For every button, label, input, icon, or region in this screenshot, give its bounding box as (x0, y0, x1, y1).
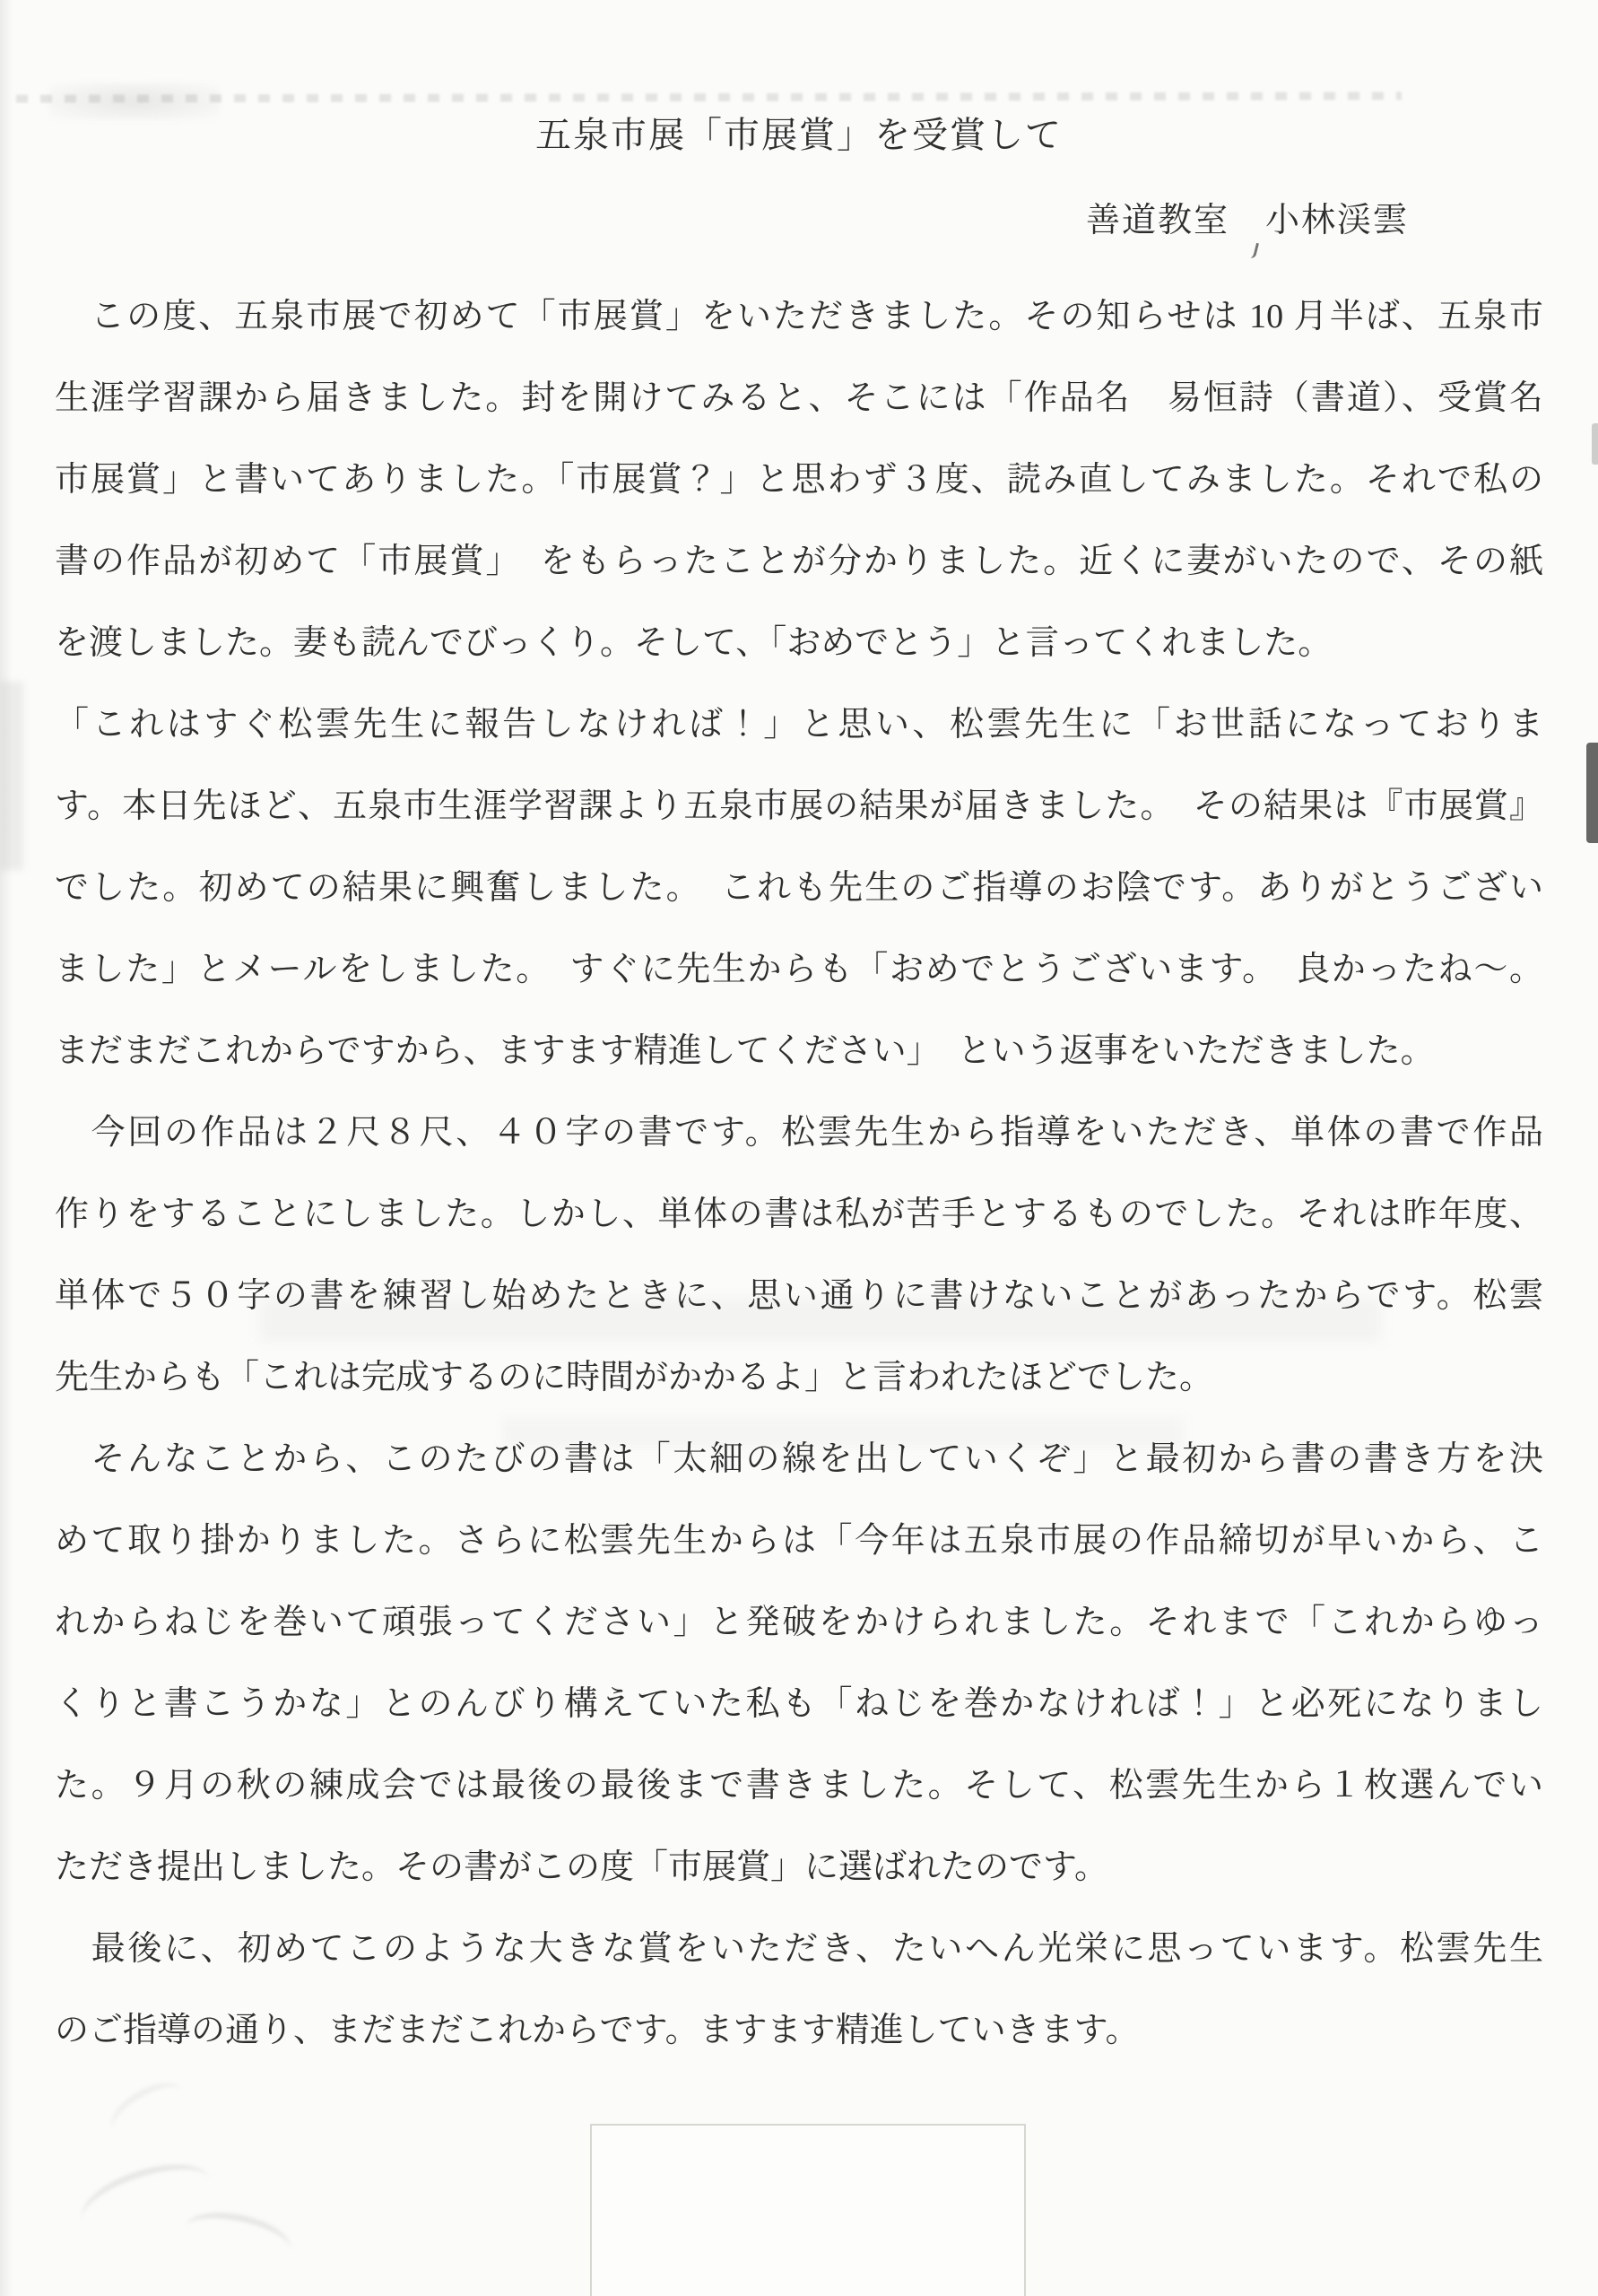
text-line: この度、五泉市展で初めて「市展賞」をいただきました。その知らせは 10 月半ば、五泉市 (55, 298, 1543, 335)
text-line: ただき提出しました。その書がこの度「市展賞」に選ばれたのです。 (55, 1848, 1108, 1886)
document-title: 五泉市展「市展賞」を受賞して (535, 115, 1063, 155)
document-byline: 善道教室 小林渓雲 (1085, 202, 1409, 239)
text-line: 作りをすることにしました。しかし、単体の書は私が苦手とするものでした。それは昨年度、 (55, 1196, 1543, 1233)
text-line: れからねじを巻いて頑張ってください」と発破をかけられました。それまで「これからゆっ (55, 1604, 1543, 1641)
text-line: 市展賞」と書いてありました。「市展賞？」と思わず３度、読み直してみました。それで私の (55, 461, 1543, 499)
scan-smudge-artifact (0, 682, 23, 870)
scan-mark-artifact (1586, 743, 1598, 843)
paragraph (55, 1419, 1543, 1909)
scan-streak-artifact (16, 91, 1402, 102)
paragraph (55, 276, 1543, 684)
bleed-through-handwriting-artifact (180, 2205, 295, 2273)
bleed-through-handwriting-artifact (103, 2073, 194, 2149)
paragraph (55, 684, 1543, 1092)
text-line: まだまだこれからですから、ますます精進してください」 という返事をいただきました。 (55, 1032, 1435, 1070)
text-line: 単体で５０字の書を練習し始めたときに、思い通りに書けないことがあったからです。松雲 (55, 1277, 1543, 1315)
scan-mark-artifact (1592, 423, 1598, 465)
text-line: 「これはすぐ松雲先生に報告しなければ！」と思い、松雲先生に「お世話になっておりま (55, 706, 1543, 744)
scan-edge-shadow (0, 0, 13, 2296)
document-body (55, 276, 1543, 2072)
document-content (55, 113, 1543, 2072)
text-line: ました」とメールをしました。 すぐに先生からも「おめでとうございます。 良かったね～。 (55, 951, 1543, 988)
text-line: た。９月の秋の練成会では最後の最後まで書きました。そして、松雲先生から１枚選んでい (55, 1767, 1543, 1805)
text-line: す。本日先ほど、五泉市生涯学習課より五泉市展の結果が届きました。 その結果は『市展賞』 (55, 787, 1543, 825)
text-line: 書の作品が初めて「市展賞」 をもらったことが分かりました。近くに妻がいたので、その紙 (55, 543, 1543, 580)
text-line: 最後に、初めてこのような大きな賞をいただき、たいへん光栄に思っています。松雲先生 (55, 1930, 1543, 1968)
text-line: 今回の作品は２尺８尺、４０字の書です。松雲先生から指導をいただき、単体の書で作品 (55, 1114, 1543, 1152)
bleed-through-box-artifact (590, 2124, 1026, 2296)
paragraph (55, 1909, 1543, 2072)
text-line: 先生からも「これは完成するのに時間がかかるよ」と言われたほどでした。 (55, 1359, 1214, 1396)
paragraph (55, 1092, 1543, 1419)
text-line: を渡しました。妻も読んでびっくり。そして、「おめでとう」と言ってくれました。 (55, 624, 1333, 662)
text-line: そんなことから、このたびの書は「太細の線を出していくぞ」と最初から書の書き方を決 (55, 1440, 1543, 1478)
text-line: 生涯学習課から届きました。封を開けてみると、そこには「作品名 易恒詩（書道）、受賞名 (55, 379, 1543, 417)
text-line: めて取り掛かりました。さらに松雲先生からは「今年は五泉市展の作品締切が早いから、こ (55, 1522, 1543, 1560)
text-line: のご指導の通り、まだまだこれからです。ますます精進していきます。 (55, 2012, 1140, 2049)
text-line: でした。初めての結果に興奮しました。 これも先生のご指導のお陰です。ありがとうござい (55, 869, 1543, 907)
text-line: くりと書こうかな」とのんびり構えていた私も「ねじを巻かなければ！」と必死になりまし (55, 1685, 1543, 1723)
